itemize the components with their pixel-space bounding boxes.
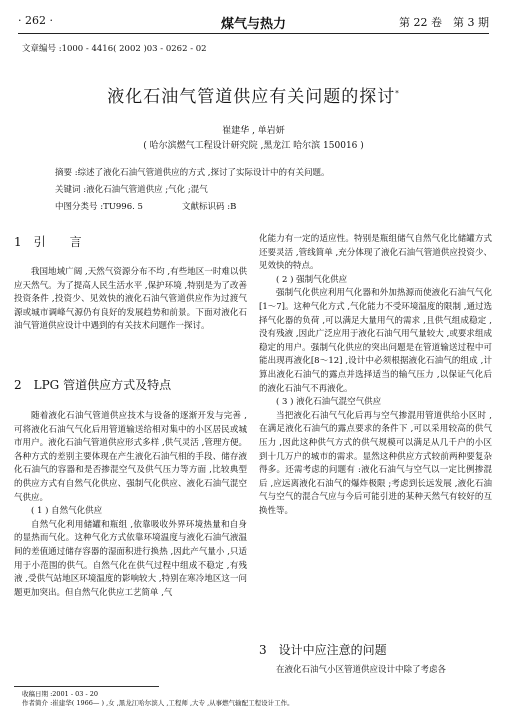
right-column-a [259, 233, 492, 518]
authors: 崔建华 , 单岩妍 [222, 126, 285, 136]
journal-name: 煤气与热力 [220, 17, 286, 32]
subsection-heading: ( 1 ) 自然气化供应 [31, 506, 103, 517]
section-3-heading: 3 设计中应注意的问题 [259, 643, 387, 657]
subsection-heading: ( 2 ) 强制气化供应 [276, 274, 348, 285]
paper-title [0, 82, 507, 107]
footnote-received: 收稿日期 :2001 - 03 - 20 [22, 690, 98, 698]
clc-number: 中图分类号 :TU996. 5 [55, 202, 143, 212]
section-2-heading: 2 LPG 管道供应方式及特点 [14, 378, 172, 392]
running-header [18, 13, 489, 31]
left-column-a [14, 266, 247, 334]
document-code: 文献标识码 :B [182, 202, 237, 212]
subsection-heading: ( 3 ) 液化石油气混空气供应 [276, 397, 382, 408]
paragraph: 自然气化利用储罐和瓶组 ,依靠吸收外界环境热量和自身的显热而气化。这种气化方式依靠环境温度与液化石油气液温间的差值通过储存容器的湿面积进行换热 ,因此产气量小 ,只适用于小范围的供气。自然气化在供气过程中组成不稳定 ,有残液 ,受供气站地区环境温度的影响较大 ,特别在寒冷地区这一问题更加突出。但自然气化供应工艺简单 ,气 [14, 519, 247, 598]
abstract: 摘要 :综述了液化石油气管道供应的方式 ,探讨了实际设计中的有关问题。 [55, 168, 330, 178]
section-1-heading: 1 引 言 [14, 235, 82, 249]
paragraph: 在液化石油气小区管道供应设计中除了考虑各 [276, 665, 447, 675]
title-footnote-mark: * [395, 89, 400, 98]
paragraph: 我国地域广阔 ,天然气资源分布不均 ,有些地区一时难以供应天然气。为了提高人民生活水平 ,保护环境 ,特别是为了改善投资条件 ,投资少、见效快的液化石油气管道供应作为过渡气源或城市调峰气源仍有良好的发展趋势和前景。下面对液化石油气管道供应设计中遇到的有关技术问题作一探讨。 [14, 267, 247, 332]
paragraph: 化能力有一定的适应性。特别是瓶组储气自然气化比储罐方式还要灵活 ,管线简单 ,充分体现了液化石油气管道供应投资少、见效快的特点。 [259, 234, 492, 272]
page-number: · 262 · [18, 14, 53, 27]
right-column-b [259, 664, 492, 678]
volume-issue: 第 22 卷 第 3 期 [399, 16, 489, 29]
left-column-b [14, 410, 247, 600]
footnote-rule [14, 686, 159, 687]
paragraph: 当把液化石油气气化后再与空气掺混用管道供给小区时 ,在满足液化石油气的露点要求的条件下 ,可以采用较高的供气压力 ,因此这种供气方式的供气规模可以满足从几千户的小区到十几万户的城市的需求。显然这种供应方式较前两种要复杂得多。还需考虑的问题有 :液化石油气与空气以一定比例掺混后 ,应远离液化石油气的爆炸极限 ;考虑到长远发展 ,液化石油气与空气的混合气应与今后可能引进的某种天然气有较好的互换性等。 [259, 410, 492, 516]
article-id: 文章编号 :1000 - 4416( 2002 )03 - 0262 - 02 [22, 44, 207, 54]
footnote-author: 作者简介 :崔建华( 1966— ) ,女 ,黑龙江哈尔滨人 ,工程师 ,大专 ,从事燃气输配工程设计工作。 [22, 699, 294, 707]
header-rule [18, 33, 489, 34]
affiliation: ( 哈尔滨燃气工程设计研究院 ,黑龙江 哈尔滨 150016 ) [143, 141, 364, 151]
paragraph: 随着液化石油气管道供应技术与设备的逐渐开发与完善 ,可将液化石油气气化后用管道输送给相对集中的小区居民或城市用户。液化石油气管道供应形式多样 ,供气灵活 ,管理方便。各种方式的差别主要体现在产生液化石油气相的手段、储存液化石油气的容器和是否掺混空气及供气压力等方面 ,比较典型的供应方式有自然气化供应、强制气化供应、液化石油气混空气供应。 [14, 411, 247, 503]
keywords: 关键词 :液化石油气管道供应 ;气化 ;混气 [55, 185, 208, 195]
title-text: 液化石油气管道供应有关问题的探讨 [107, 87, 396, 107]
paragraph: 强制气化供应利用气化器和外加热源而使液化石油气气化[1～7]。这种气化方式 ,气化能力不受环境温度的限制 ,通过选择气化器的负荷 ,可以满足大量用气的需求 ,且供气组成稳定 ,没有残液 ,因此广泛应用于液化石油气用气量较大 ,或要求组成稳定的用户。强制气化供应的突出问题是在管道输送过程中可能出现再液化[8～12] ,设计中必须根据液化石油气的组成 ,计算出液化石油气的露点并选择适当的输气压力 ,以保证气化后的液化石油气不再液化。 [259, 288, 492, 394]
